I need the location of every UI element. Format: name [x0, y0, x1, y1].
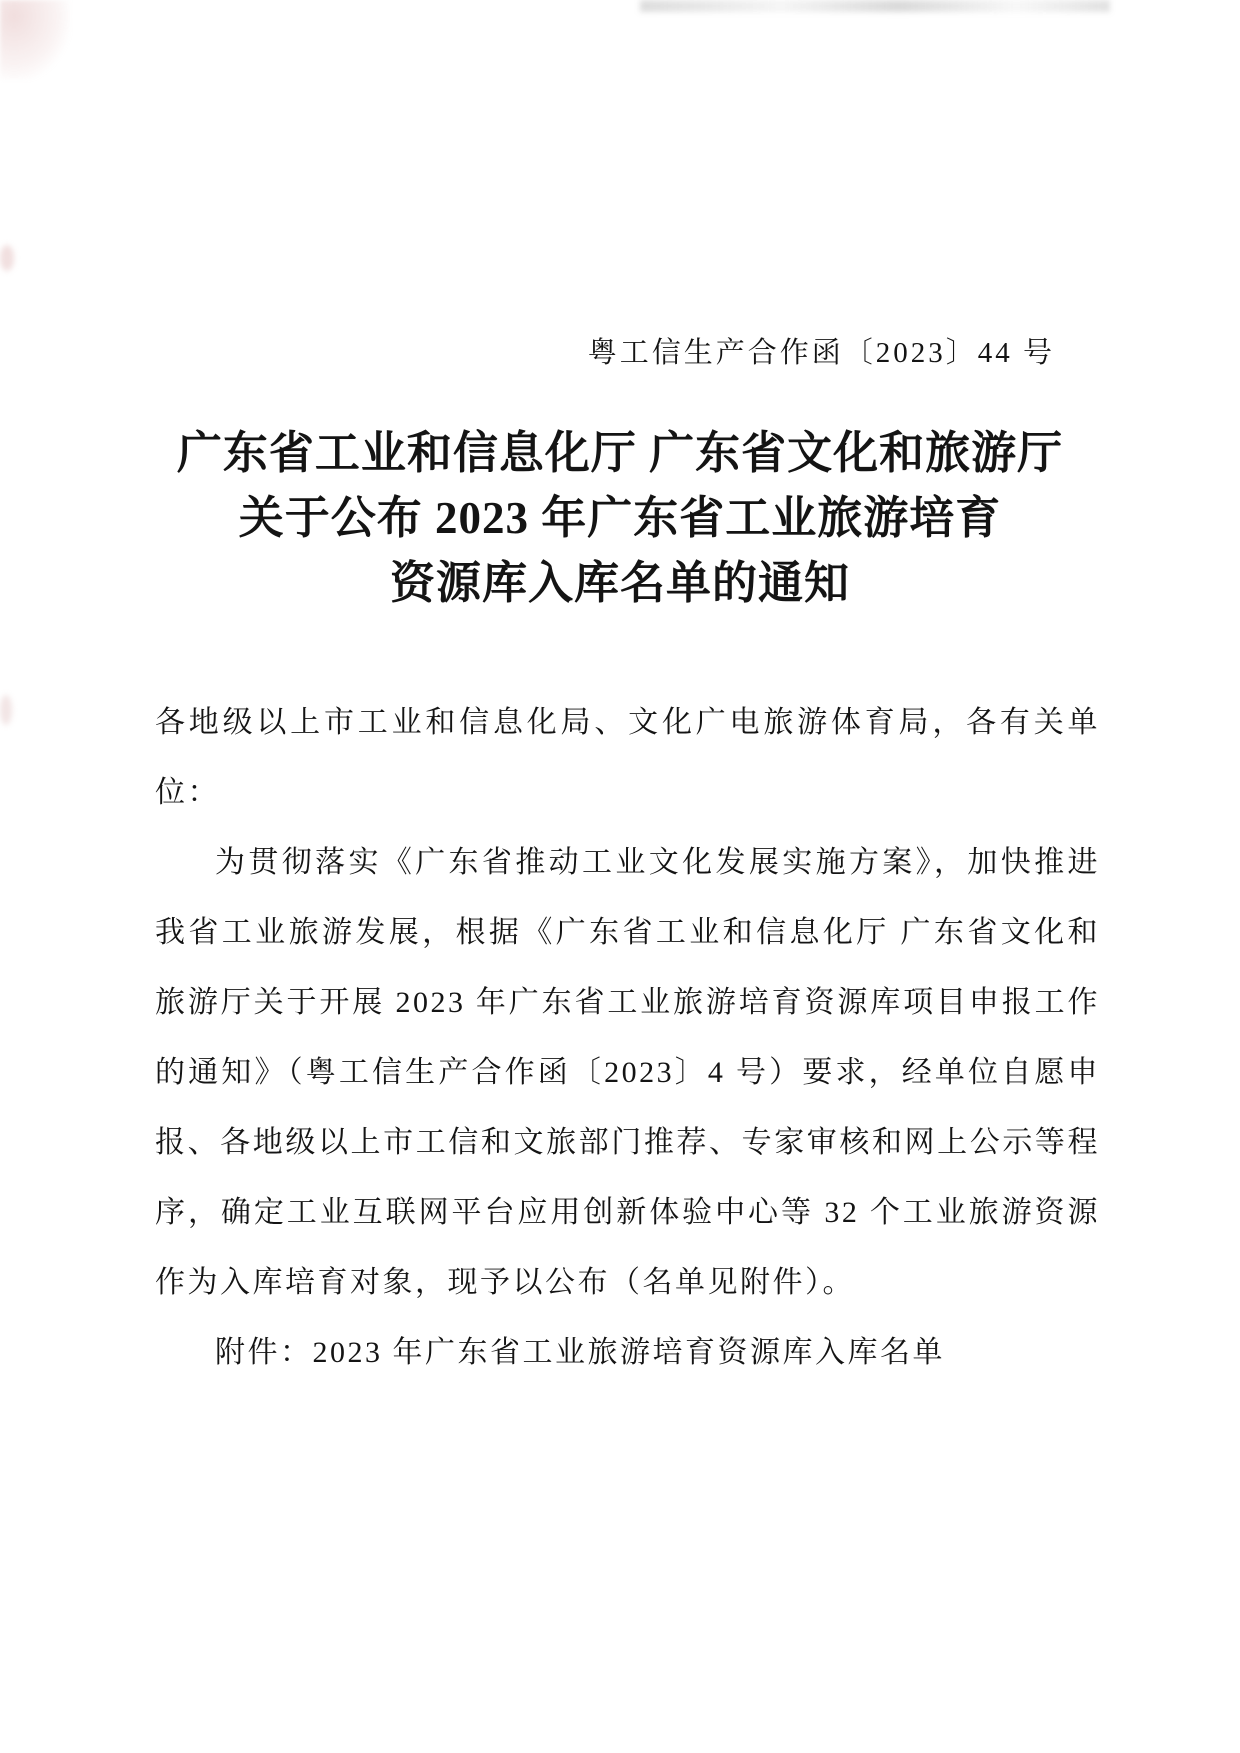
salutation-line: 各地级以上市工业和信息化局、文化广电旅游体育局，各有关单位： — [155, 706, 1100, 809]
document-title-line-3: 资源库入库名单的通知 — [389, 558, 850, 608]
document-body — [155, 688, 1100, 1388]
document-title — [0, 421, 1240, 616]
document-reference-number: 粤工信生产合作函〔2023〕44 号 — [587, 337, 1055, 369]
body-paragraph: 为贯彻落实《广东省推动工业文化发展实施方案》，加快推进我省工业旅游发展，根据《广东省工业和信息化厅 广东省文化和旅游厅关于开展 2023 年广东省工业旅游培育资源库项目申报工作的通知》（粤工信生产合作函〔2023〕4 号）要求，经单位自愿申报、各地级以上市工信和文旅部门推荐、专家审核和网上公示等程序，确定工业互联网平台应用创新体验中心等 32 个工业旅游资源作为入库培育对象，现予以公布（名单见附件）。 — [155, 846, 1100, 1299]
document-title-line-1: 广东省工业和信息化厅 广东省文化和旅游厅 — [176, 428, 1064, 478]
scan-artifact-left-mark — [0, 695, 12, 725]
attachment-line: 附件：2023 年广东省工业旅游培育资源库入库名单 — [215, 1336, 945, 1369]
document-title-line-2: 关于公布 2023 年广东省工业旅游培育 — [238, 493, 1002, 543]
